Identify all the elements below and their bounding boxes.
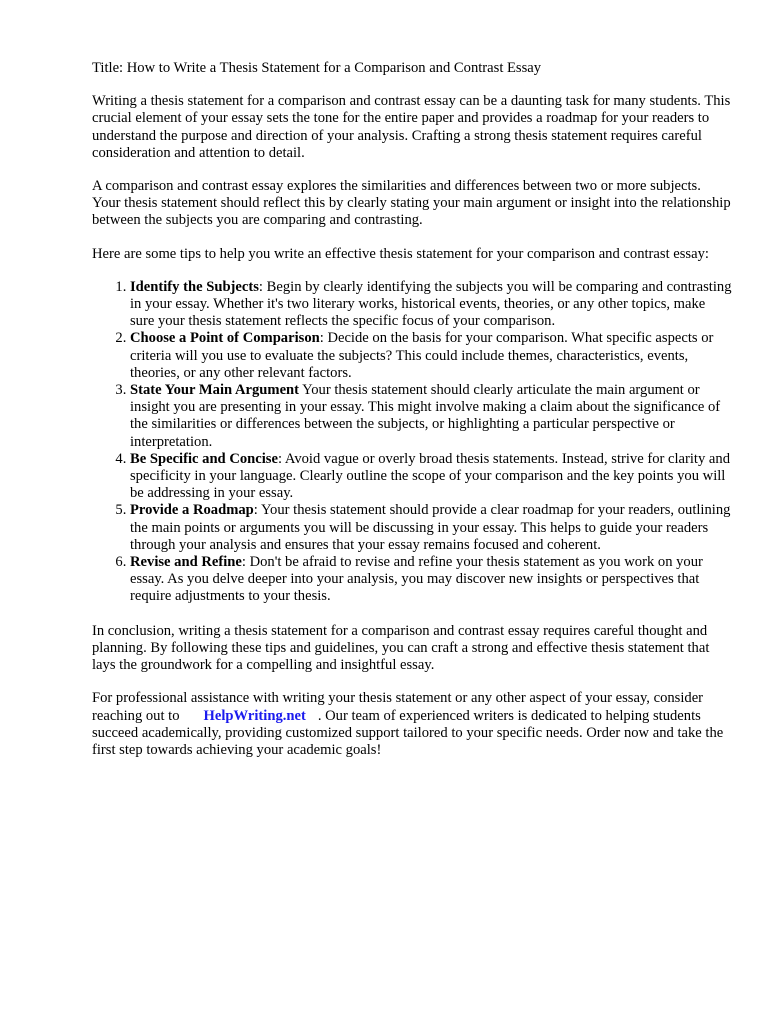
helpwriting-link[interactable]: HelpWriting.net	[203, 707, 306, 724]
document-page	[92, 60, 732, 775]
tip-text: Begin by clearly identifying the subjects you will be comparing and contrasting in your essay. Whether it's two literary works, historical events, theories, or any other topics, make sure your thesis statement reflects the specific focus of your comparison.	[130, 278, 732, 330]
closing-text-before-link: For professional assistance with writing your thesis statement or any other aspect of your essay, consider reaching out to	[92, 690, 704, 724]
tip-heading: Identify the Subjects	[130, 278, 259, 295]
tip-heading: Revise and Refine	[130, 554, 242, 571]
document-title: Title: How to Write a Thesis Statement for a Comparison and Contrast Essay	[92, 60, 542, 76]
tip-heading: State Your Main Argument	[130, 382, 300, 399]
intro-paragraph-3: Here are some tips to help you write an effective thesis statement for your comparison and contrast essay:	[92, 245, 709, 262]
conclusion-paragraph: In conclusion, writing a thesis statement for a comparison and contrast essay requires careful thought and planning. By following these tips and guidelines, you can craft a strong and effective thesis statement that lays the groundwork for a compelling and insightful essay.	[92, 622, 710, 674]
tip-text: Don't be afraid to revise and refine your thesis statement as you work on your essay. As you delve deeper into your analysis, you may discover new insights or perspectives that require adjustments to your thesis.	[130, 554, 703, 605]
tip-item	[130, 330, 732, 382]
intro-paragraph-1: Writing a thesis statement for a comparison and contrast essay can be a daunting task for many students. This crucial element of your essay sets the tone for the entire paper and provides a roadmap for your readers to understand the purpose and direction of your analysis. Crafting a strong thesis statement requires careful consideration and attention to detail.	[92, 93, 731, 161]
tip-text: Your thesis statement should provide a clear roadmap for your readers, outlining the main points or arguments you will be discussing in your essay. This helps to guide your readers through your analysis and ensures that your essay remains focused and coherent.	[130, 502, 731, 553]
tip-heading: Choose a Point of Comparison	[130, 330, 320, 347]
tip-heading: Be Specific and Concise	[130, 450, 278, 467]
tip-separator: :	[319, 330, 328, 347]
closing-paragraph	[92, 690, 732, 759]
tip-separator: :	[241, 554, 250, 571]
tip-item	[130, 554, 732, 606]
tip-item	[130, 382, 732, 451]
intro-paragraph-2: A comparison and contrast essay explores the similarities and differences between two or more subjects. Your thesis statement should reflect this by clearly stating your main argument or insight into the relationship between the subjects you are comparing and contrasting.	[92, 178, 731, 229]
tip-text: Avoid vague or overly broad thesis statements. Instead, strive for clarity and specificity in your language. Clearly outline the scope of your comparison and the key points you will be addressing in your essay.	[130, 450, 730, 502]
tip-heading: Provide a Roadmap	[130, 502, 254, 519]
tip-separator: :	[253, 502, 261, 519]
tip-separator: :	[277, 450, 285, 467]
tips-list	[92, 279, 732, 606]
tip-item	[130, 502, 732, 554]
tip-text: Decide on the basis for your comparison. What specific aspects or criteria will you use to evaluate the subjects? This could include themes, characteristics, events, theories, or any other relevant factors.	[130, 330, 714, 381]
tip-item	[130, 279, 732, 331]
closing-text-after-link: . Our team of experienced writers is dedicated to helping students succeed academically, providing customized support tailored to your specific needs. Order now and take the first step towards achieving your academic goals!	[92, 707, 724, 758]
tip-separator: :	[258, 278, 267, 295]
tip-text: Your thesis statement should clearly articulate the main argument or insight you are presenting in your essay. This might involve making a claim about the significance of the similarities or differences between the subjects, or highlighting a particular perspective or interpretation.	[130, 382, 721, 450]
tip-item	[130, 451, 732, 503]
